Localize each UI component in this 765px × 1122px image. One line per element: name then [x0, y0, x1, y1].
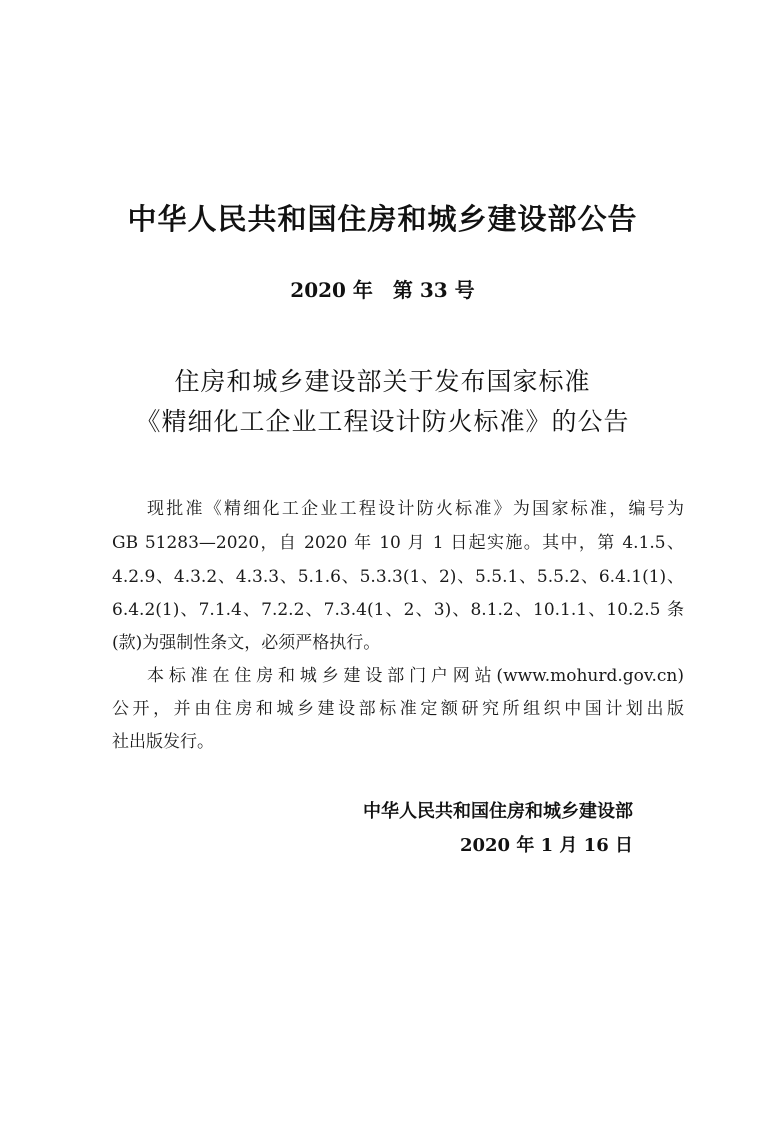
paragraph1-line: GB 51283—2020，自 2020 年 10 月 1 日起实施。其中，第 4.1.5、 — [112, 533, 684, 553]
paragraph1-line: (款)为强制性条文，必须严格执行。 — [112, 633, 381, 653]
signature-date: 2020 年 1 月 16 日 — [459, 835, 633, 856]
paragraph2-line: 社出版发行。 — [112, 732, 214, 752]
announcement-subtitle-line1: 住房和城乡建设部关于发布国家标准 — [174, 367, 591, 396]
announcement-number: 2020 年 第 33 号 — [290, 278, 475, 302]
signature-organization: 中华人民共和国住房和城乡建设部 — [363, 801, 633, 822]
paragraph2-line: 本标准在住房和城乡建设部门户网站(www.mohurd.gov.cn) — [147, 666, 684, 686]
paragraph1-line: 现批准《精细化工企业工程设计防火标准》为国家标准，编号为 — [147, 499, 684, 519]
paragraph1-line: 6.4.2(1)、7.1.4、7.2.2、7.3.4(1、2、3)、8.1.2、10.1.1、10.2.5 条 — [112, 600, 684, 620]
paragraph2-line: 公开，并由住房和城乡建设部标准定额研究所组织中国计划出版 — [112, 699, 684, 719]
paragraph1-line: 4.2.9、4.3.2、4.3.3、5.1.6、5.3.3(1、2)、5.5.1、5.5.2、6.4.1(1)、 — [112, 567, 684, 587]
announcement-subtitle-line2: 《精细化工企业工程设计防火标准》的公告 — [135, 407, 630, 436]
announcement-title: 中华人民共和国住房和城乡建设部公告 — [127, 202, 638, 236]
